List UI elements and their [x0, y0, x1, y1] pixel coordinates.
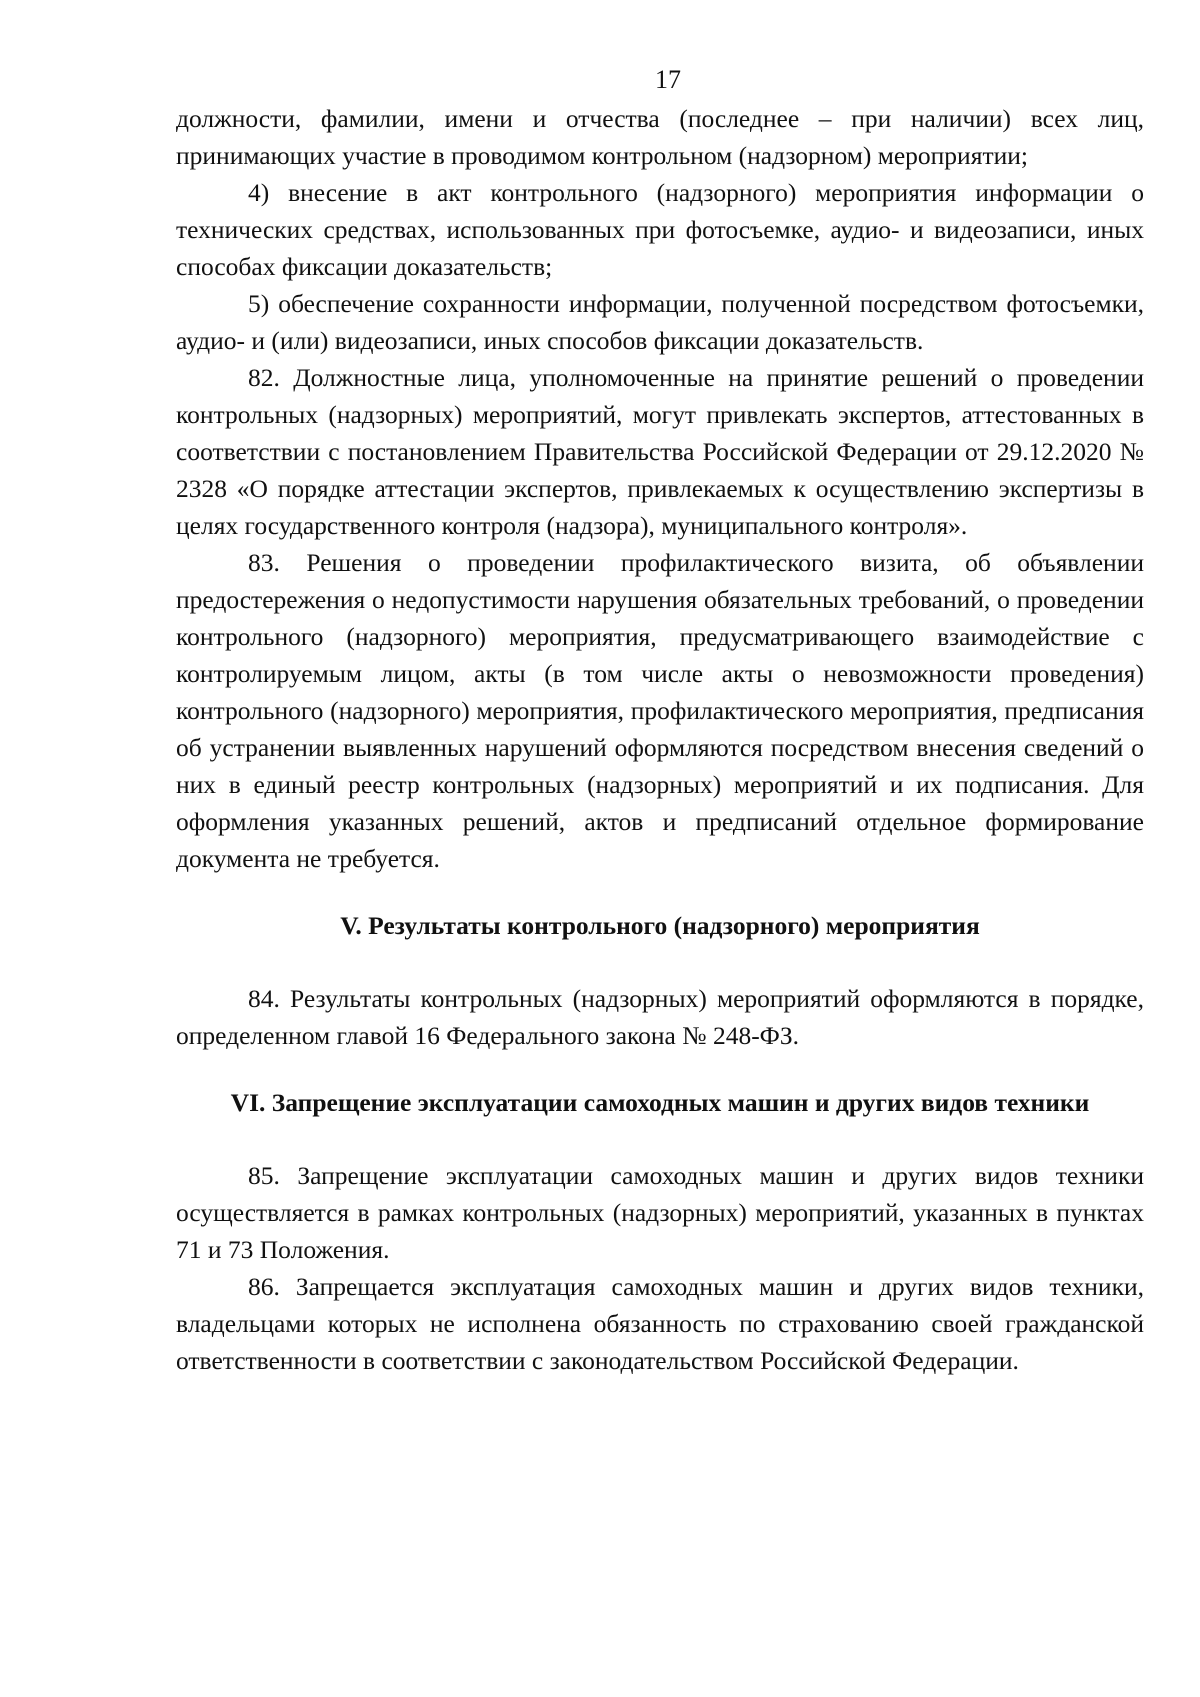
section-5-heading: V. Результаты контрольного (надзорного) мероприятия	[340, 911, 980, 940]
paragraph-item-5: 5) обеспечение сохранности информации, полученной посредством фотосъемки, аудио- и (или) видеозаписи, иных способов фиксации доказательств.	[176, 289, 1144, 355]
spacer	[176, 944, 1144, 980]
section-6-heading: VI. Запрещение эксплуатации самоходных машин и других видов техники	[230, 1088, 1090, 1117]
paragraph-82: 82. Должностные лица, уполномоченные на принятие решений о проведении контрольных (надзорных) мероприятий, могут привлекать экспертов, аттестованных в соответствии с постановлением Правительства Российской Федерации от 29.12.2020 № 2328 «О порядке аттестации экспертов, привлекаемых к осуществлению экспертизы в целях государственного контроля (надзора), муниципального контроля».	[176, 363, 1144, 540]
spacer	[176, 1054, 1144, 1084]
paragraph-85: 85. Запрещение эксплуатации самоходных машин и других видов техники осуществляется в рамках контрольных (надзорных) мероприятий, указанных в пунктах 71 и 73 Положения.	[176, 1161, 1144, 1264]
paragraph-continuation: должности, фамилии, имени и отчества (последнее – при наличии) всех лиц, принимающих участие в проводимом контрольном (надзорном) мероприятии;	[176, 104, 1144, 170]
spacer	[176, 1121, 1144, 1157]
spacer	[176, 877, 1144, 907]
paragraph-84: 84. Результаты контрольных (надзорных) мероприятий оформляются в порядке, определенном главой 16 Федерального закона № 248-ФЗ.	[176, 984, 1144, 1050]
paragraph-item-4: 4) внесение в акт контрольного (надзорного) мероприятия информации о технических средствах, использованных при фотосъемке, аудио- и видеозаписи, иных способах фиксации доказательств;	[176, 178, 1144, 281]
document-page	[176, 60, 1144, 1379]
page-number: 17	[655, 65, 681, 94]
paragraph-83: 83. Решения о проведении профилактического визита, об объявлении предостережения о недопустимости нарушения обязательных требований, о проведении контрольного (надзорного) мероприятия, предусматривающего взаимодействие с контролируемым лицом, акты (в том числе акты о невозможности проведения) контрольного (надзорного) мероприятия, профилактического мероприятия, предписания об устранении выявленных нарушений оформляются посредством внесения сведений о них в единый реестр контрольных (надзорных) мероприятий и их подписания. Для оформления указанных решений, актов и предписаний отдельное формирование документа не требуется.	[176, 548, 1144, 873]
paragraph-86: 86. Запрещается эксплуатация самоходных машин и других видов техники, владельцами которых не исполнена обязанность по страхованию своей гражданской ответственности в соответствии с законодательством Российской Федерации.	[176, 1272, 1144, 1375]
